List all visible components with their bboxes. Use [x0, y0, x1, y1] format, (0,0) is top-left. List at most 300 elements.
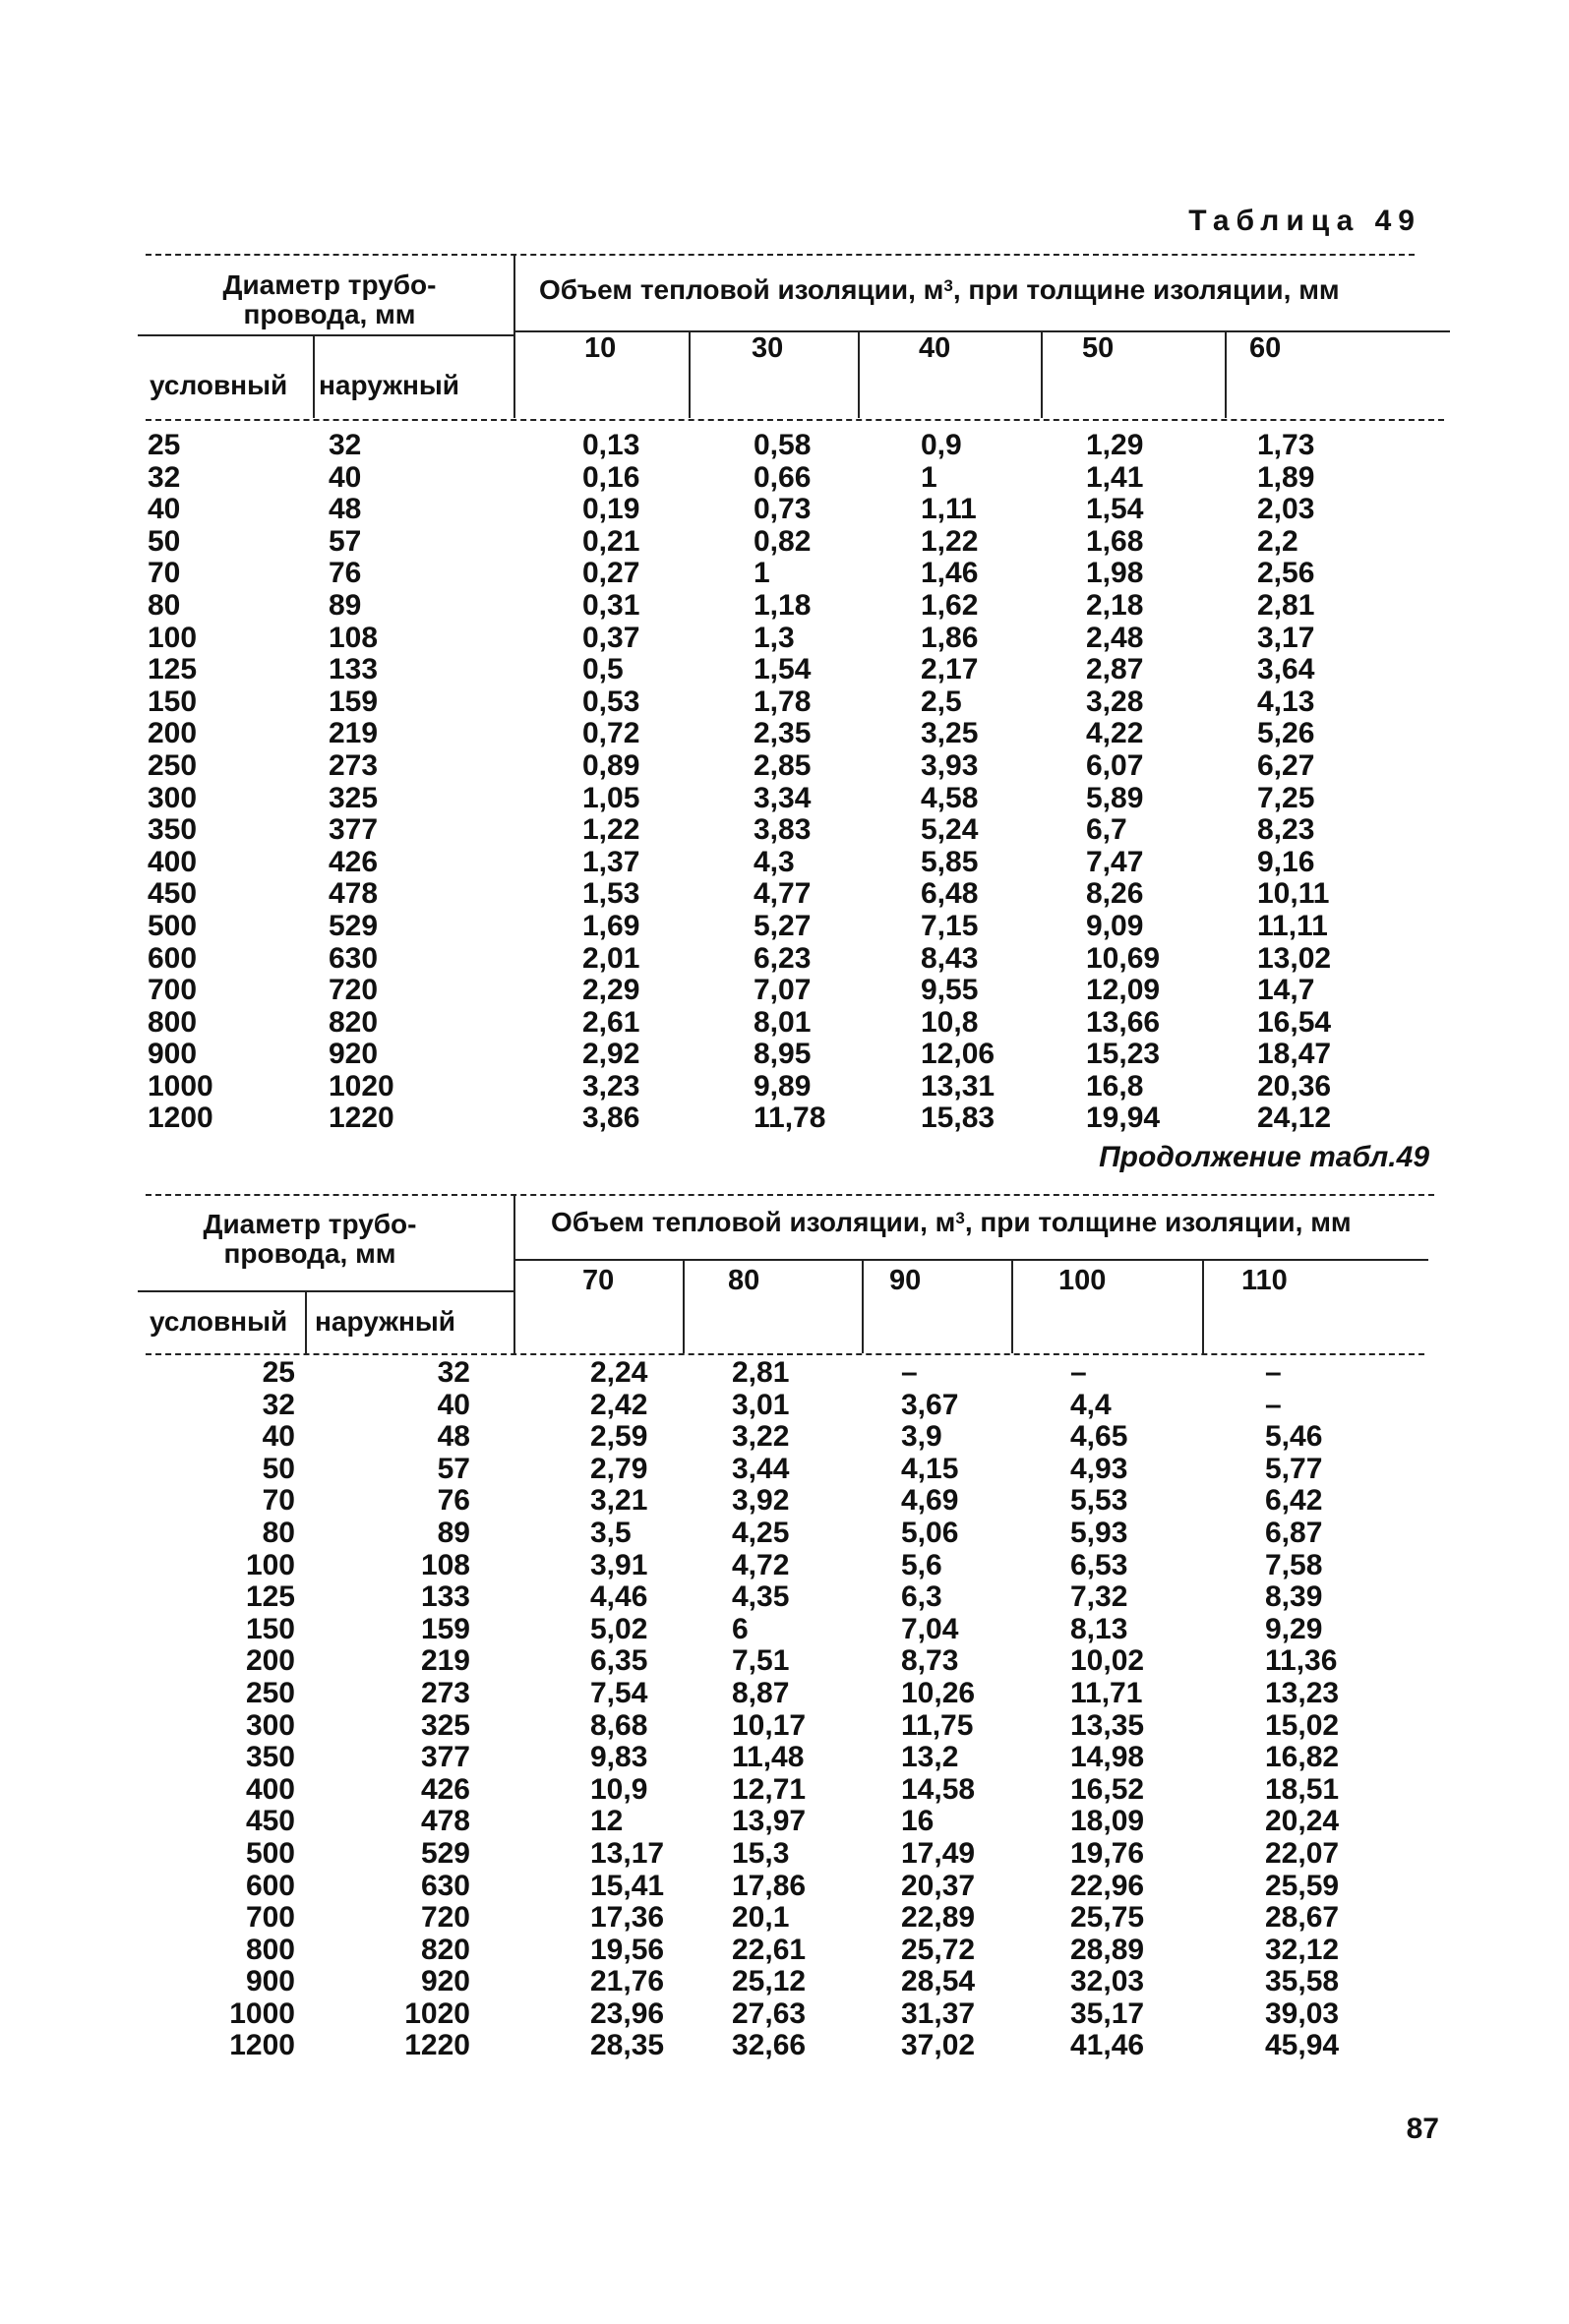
table-cell: 70 [262, 1484, 295, 1518]
table-cell: 529 [329, 909, 379, 942]
table-cell: 2,81 [732, 1356, 790, 1389]
table-cell: 12,71 [732, 1772, 807, 1806]
table-cell: 24,12 [1257, 1102, 1332, 1135]
table-cell: 6,3 [901, 1580, 942, 1614]
table-cell: 4,13 [1257, 685, 1315, 718]
thickness-col-4: 100 [1058, 1265, 1107, 1296]
thickness-col-2: 30 [752, 332, 784, 364]
table-cell: 5,53 [1070, 1484, 1128, 1518]
table-cell: 529 [420, 1836, 470, 1870]
table-cell: 1,29 [1086, 429, 1144, 461]
table-cell: 18,51 [1265, 1772, 1340, 1806]
table-cell: 50 [262, 1452, 295, 1485]
table-cell: 1,05 [582, 781, 640, 814]
table-cell: – [1070, 1356, 1087, 1389]
table-cell: 100 [245, 1548, 295, 1581]
table-cell: 0,89 [582, 748, 640, 782]
table-cell: 2,17 [921, 653, 979, 686]
header-nominal: условный [150, 1306, 288, 1337]
table-cell: 150 [245, 1612, 295, 1645]
table-cell: 50 [148, 524, 181, 558]
table-cell: 11,11 [1257, 909, 1328, 942]
table-cell: 0,73 [754, 493, 812, 526]
table-cell: 25 [262, 1356, 295, 1389]
table-cell: 80 [148, 588, 181, 622]
table-cell: 48 [329, 493, 362, 526]
table-cell: 325 [420, 1708, 470, 1742]
header-outer: наружный [315, 1306, 456, 1337]
table-cell: 13,97 [732, 1805, 807, 1838]
table-cell: 19,94 [1086, 1102, 1161, 1135]
table-cell: 377 [420, 1741, 470, 1774]
table-cell: 14,7 [1257, 974, 1315, 1007]
table-cell: 700 [245, 1901, 295, 1935]
table-cell: 250 [245, 1676, 295, 1709]
table-cell: 1,54 [754, 653, 812, 686]
table-cell: 0,16 [582, 460, 640, 494]
table-cell: 0,21 [582, 524, 640, 558]
table-cell: 11,71 [1070, 1676, 1143, 1709]
table-cell: 37,02 [901, 2029, 976, 2062]
table-cell: 32,03 [1070, 1965, 1145, 1998]
table-cell: 2,92 [582, 1038, 640, 1071]
table-cell: 1,54 [1086, 493, 1144, 526]
table-cell: 150 [148, 685, 198, 718]
table-cell: 2,18 [1086, 588, 1144, 622]
table-cell: 4,22 [1086, 717, 1144, 750]
table-cell: 0,9 [921, 429, 962, 461]
table-cell: 159 [329, 685, 379, 718]
table-continuation-caption: Продолжение табл.49 [1099, 1141, 1429, 1173]
thickness-col-2: 80 [728, 1265, 760, 1296]
table-cell: 22,07 [1265, 1836, 1340, 1870]
table-cell: 25 [148, 429, 181, 461]
table-cell: 0,72 [582, 717, 640, 750]
table-cell: – [1265, 1356, 1282, 1389]
table-cell: 325 [329, 781, 379, 814]
table-cell: 400 [245, 1772, 295, 1806]
table-cell: 7,15 [921, 909, 979, 942]
table-cell: 4,93 [1070, 1452, 1128, 1485]
table-cell: 19,56 [590, 1933, 665, 1966]
table-cell: 20,1 [732, 1901, 790, 1935]
table-cell: 70 [148, 557, 181, 590]
table-cell: 16,8 [1086, 1069, 1144, 1102]
table-cell: 5,93 [1070, 1516, 1128, 1549]
table-cell: 450 [245, 1805, 295, 1838]
table-cell: 28,35 [590, 2029, 665, 2062]
table-cell: 1,98 [1086, 557, 1144, 590]
table-cell: 6,48 [921, 877, 979, 911]
table-cell: 7,25 [1257, 781, 1315, 814]
header-outer: наружный [319, 370, 460, 400]
table-cell: 3,23 [582, 1069, 640, 1102]
table-cell: 7,51 [732, 1644, 790, 1678]
table-cell: 14,98 [1070, 1741, 1145, 1774]
table-cell: 3,22 [732, 1420, 790, 1454]
table-cell: 900 [245, 1965, 295, 1998]
table-cell: 57 [437, 1452, 470, 1485]
table-cell: 2,48 [1086, 621, 1144, 654]
table-cell: 125 [148, 653, 198, 686]
table-cell: 5,46 [1265, 1420, 1323, 1454]
table-cell: 273 [329, 748, 379, 782]
table-cell: 3,25 [921, 717, 979, 750]
table-cell: 377 [329, 813, 379, 847]
table-cell: 9,29 [1265, 1612, 1323, 1645]
table-cell: 5,85 [921, 845, 979, 878]
thickness-col-5: 60 [1249, 332, 1282, 364]
table-cell: 1,18 [754, 588, 812, 622]
table-cell: 5,89 [1086, 781, 1144, 814]
thickness-col-5: 110 [1241, 1265, 1288, 1296]
table-cell: 8,39 [1265, 1580, 1323, 1614]
table-cell: 3,91 [590, 1548, 648, 1581]
table-cell: 13,35 [1070, 1708, 1145, 1742]
thickness-col-3: 90 [889, 1265, 922, 1296]
table-cell: 5,26 [1257, 717, 1315, 750]
table-cell: 1,62 [921, 588, 979, 622]
table-cell: 2,01 [582, 941, 640, 975]
table-cell: 0,53 [582, 685, 640, 718]
table-cell: 17,86 [732, 1869, 807, 1902]
table-cell: 0,13 [582, 429, 640, 461]
page-number: 87 [1406, 2113, 1439, 2145]
table-cell: 16 [901, 1805, 935, 1838]
table-cell: 0,31 [582, 588, 640, 622]
table-cell: 426 [420, 1772, 470, 1806]
table-cell: 3,86 [582, 1102, 640, 1135]
table-cell: 219 [420, 1644, 470, 1678]
table-cell: 25,12 [732, 1965, 807, 1998]
table-cell: 6,42 [1265, 1484, 1323, 1518]
table-cell: 3,67 [901, 1388, 959, 1421]
table-cell: 1,53 [582, 877, 640, 911]
table-cell: 15,02 [1265, 1708, 1340, 1742]
table-cell: 40 [148, 493, 181, 526]
table-cell: 700 [148, 974, 198, 1007]
table-caption: Таблица 49 [1188, 205, 1421, 237]
table-cell: 8,87 [732, 1676, 790, 1709]
table-cell: 600 [148, 941, 198, 975]
table-cell: 4,46 [590, 1580, 648, 1614]
table-cell: 35,17 [1070, 1996, 1145, 2030]
table-cell: 3,5 [590, 1516, 632, 1549]
table-cell: 300 [148, 781, 198, 814]
table-cell: 800 [245, 1933, 295, 1966]
table-cell: 48 [437, 1420, 470, 1454]
header-volume: Объем тепловой изоляции, $м^3$, при толщине изоляции, мм [539, 274, 1340, 305]
table-cell: 9,16 [1257, 845, 1315, 878]
table-cell: 1,89 [1257, 460, 1315, 494]
table-cell: 125 [245, 1580, 295, 1614]
table-cell: 5,6 [901, 1548, 942, 1581]
table-cell: 10,69 [1086, 941, 1161, 975]
table-cell: 133 [420, 1580, 470, 1614]
table-cell: 8,26 [1086, 877, 1144, 911]
table-cell: 11,48 [732, 1741, 805, 1774]
thickness-col-4: 50 [1082, 332, 1115, 364]
table-cell: 3,21 [590, 1484, 648, 1518]
table-cell: 426 [329, 845, 379, 878]
table-cell: 500 [245, 1836, 295, 1870]
table-cell: 820 [420, 1933, 470, 1966]
table-cell: 0,66 [754, 460, 812, 494]
table-cell: 4,65 [1070, 1420, 1128, 1454]
table-cell: 0,27 [582, 557, 640, 590]
table-cell: 920 [329, 1038, 379, 1071]
table-cell: 2,29 [582, 974, 640, 1007]
table-cell: 89 [329, 588, 362, 622]
table-cell: 11,78 [754, 1102, 826, 1135]
table-cell: 13,02 [1257, 941, 1332, 975]
table-cell: 6,07 [1086, 748, 1144, 782]
thickness-col-1: 70 [582, 1265, 615, 1296]
table-cell: 22,61 [732, 1933, 807, 1966]
table-cell: – [1265, 1388, 1282, 1421]
table-cell: 80 [262, 1516, 295, 1549]
table-cell: 600 [245, 1869, 295, 1902]
table-cell: 108 [329, 621, 379, 654]
table-cell: 13,31 [921, 1069, 996, 1102]
table-cell: 3,93 [921, 748, 979, 782]
table-cell: 25,75 [1070, 1901, 1145, 1935]
table-cell: 350 [245, 1741, 295, 1774]
table-cell: 9,89 [754, 1069, 812, 1102]
table-cell: 720 [329, 974, 379, 1007]
table-cell: 2,85 [754, 748, 812, 782]
table-cell: 10,11 [1257, 877, 1330, 911]
table-cell: 920 [420, 1965, 470, 1998]
table-cell: 200 [245, 1644, 295, 1678]
table-cell: 3,64 [1257, 653, 1315, 686]
table-cell: 9,09 [1086, 909, 1144, 942]
table-cell: 6 [732, 1612, 749, 1645]
table-cell: 2,24 [590, 1356, 648, 1389]
table-cell: 500 [148, 909, 198, 942]
table-cell: 720 [420, 1901, 470, 1935]
table-cell: 250 [148, 748, 198, 782]
table-cell: 15,3 [732, 1836, 790, 1870]
table-cell: 2,81 [1257, 588, 1315, 622]
table-cell: 1220 [404, 2029, 470, 2062]
table-cell: 39,03 [1265, 1996, 1340, 2030]
table-cell: 19,76 [1070, 1836, 1145, 1870]
table-cell: 219 [329, 717, 379, 750]
table-cell: 2,5 [921, 685, 962, 718]
table-cell: 273 [420, 1676, 470, 1709]
table-cell: 32 [262, 1388, 295, 1421]
table-cell: 40 [437, 1388, 470, 1421]
table-cell: 45,94 [1265, 2029, 1340, 2062]
table-cell: 28,67 [1265, 1901, 1340, 1935]
table-cell: 8,43 [921, 941, 979, 975]
table-cell: 2,03 [1257, 493, 1315, 526]
table-cell: 1,46 [921, 557, 979, 590]
table-cell: 5,02 [590, 1612, 648, 1645]
table-cell: 2,35 [754, 717, 812, 750]
table-cell: 8,23 [1257, 813, 1315, 847]
table-cell: 200 [148, 717, 198, 750]
table-cell: 108 [420, 1548, 470, 1581]
table-cell: 23,96 [590, 1996, 665, 2030]
table-cell: 11,36 [1265, 1644, 1338, 1678]
table-cell: 8,01 [754, 1005, 812, 1039]
table-cell: 41,46 [1070, 2029, 1145, 2062]
table-cell: 57 [329, 524, 362, 558]
table-cell: 1,22 [582, 813, 640, 847]
table-cell: 350 [148, 813, 198, 847]
table-cell: 15,83 [921, 1102, 996, 1135]
table-cell: 1220 [329, 1102, 394, 1135]
table-cell: 3,34 [754, 781, 812, 814]
table-cell: 22,89 [901, 1901, 976, 1935]
header-volume: Объем тепловой изоляции, $м^3$, при толщине изоляции, мм [551, 1207, 1352, 1237]
table-cell: 6,35 [590, 1644, 648, 1678]
table-cell: 2,79 [590, 1452, 648, 1485]
table-cell: 32 [329, 429, 362, 461]
table-cell: 32 [148, 460, 181, 494]
table-cell: 3,92 [732, 1484, 790, 1518]
table-cell: 4,25 [732, 1516, 790, 1549]
table-cell: 6,23 [754, 941, 812, 975]
table-cell: 100 [148, 621, 198, 654]
table-cell: 25,72 [901, 1933, 976, 1966]
table-cell: 16,52 [1070, 1772, 1145, 1806]
table-cell: 1,73 [1257, 429, 1315, 461]
table-cell: 1200 [229, 2029, 295, 2062]
table-cell: 13,66 [1086, 1005, 1161, 1039]
table-cell: 7,32 [1070, 1580, 1128, 1614]
table-cell: 5,24 [921, 813, 979, 847]
table-cell: 18,47 [1257, 1038, 1332, 1071]
table-cell: 1,86 [921, 621, 979, 654]
table-cell: 4,15 [901, 1452, 959, 1485]
table-cell: 35,58 [1265, 1965, 1340, 1998]
table-cell: 15,23 [1086, 1038, 1161, 1071]
table-cell: 5,27 [754, 909, 812, 942]
table-cell: 17,49 [901, 1836, 976, 1870]
table-cell: 1,37 [582, 845, 640, 878]
table-cell: 16,54 [1257, 1005, 1332, 1039]
table-cell: 7,47 [1086, 845, 1144, 878]
table-cell: 0,5 [582, 653, 624, 686]
table-cell: 10,9 [590, 1772, 648, 1806]
table-cell: 89 [437, 1516, 470, 1549]
table-cell: 3,9 [901, 1420, 942, 1454]
table-cell: 14,58 [901, 1772, 976, 1806]
header-diameter: Диаметр трубо- провода, мм [203, 1209, 417, 1269]
table-cell: 2,61 [582, 1005, 640, 1039]
table-cell: 12,09 [1086, 974, 1161, 1007]
table-cell: 1000 [229, 1996, 295, 2030]
table-cell: 159 [420, 1612, 470, 1645]
table-cell: 12,06 [921, 1038, 996, 1071]
table-cell: 3,44 [732, 1452, 790, 1485]
table-cell: 478 [329, 877, 379, 911]
table-cell: 4,77 [754, 877, 812, 911]
thickness-col-1: 10 [584, 332, 617, 364]
table-cell: 7,54 [590, 1676, 648, 1709]
table-cell: 7,07 [754, 974, 812, 1007]
table-cell: 450 [148, 877, 198, 911]
table-cell: 478 [420, 1805, 470, 1838]
table-cell: 820 [329, 1005, 379, 1039]
table-cell: 76 [437, 1484, 470, 1518]
table-cell: 10,8 [921, 1005, 979, 1039]
table-cell: 300 [245, 1708, 295, 1742]
table-cell: 31,37 [901, 1996, 976, 2030]
table-cell: 1,69 [582, 909, 640, 942]
table-cell: 5,06 [901, 1516, 959, 1549]
table-cell: 28,54 [901, 1965, 976, 1998]
table-cell: 27,63 [732, 1996, 807, 2030]
table-cell: 25,59 [1265, 1869, 1340, 1902]
table-cell: 6,53 [1070, 1548, 1128, 1581]
table-cell: 800 [148, 1005, 198, 1039]
table-cell: 1,68 [1086, 524, 1144, 558]
table-cell: 20,36 [1257, 1069, 1332, 1102]
table-cell: 1020 [329, 1069, 394, 1102]
table-cell: 4,58 [921, 781, 979, 814]
table-cell: 1200 [148, 1102, 213, 1135]
table-cell: 8,95 [754, 1038, 812, 1071]
table-cell: 12 [590, 1805, 624, 1838]
table-cell: 2,42 [590, 1388, 648, 1421]
table-cell: 9,55 [921, 974, 979, 1007]
table-cell: 32,12 [1265, 1933, 1340, 1966]
table-cell: 0,19 [582, 493, 640, 526]
table-cell: 7,58 [1265, 1548, 1323, 1581]
table-cell: 20,24 [1265, 1805, 1340, 1838]
table-cell: 10,02 [1070, 1644, 1145, 1678]
table-cell: 3,83 [754, 813, 812, 847]
table-cell: 400 [148, 845, 198, 878]
table-cell: 0,82 [754, 524, 812, 558]
table-cell: 3,28 [1086, 685, 1144, 718]
table-cell: 21,76 [590, 1965, 665, 1998]
table-cell: 7,04 [901, 1612, 959, 1645]
table-cell: 6,27 [1257, 748, 1315, 782]
table-cell: 4,72 [732, 1548, 790, 1581]
table-cell: 13,17 [590, 1836, 665, 1870]
table-cell: 4,69 [901, 1484, 959, 1518]
table-cell: 1,11 [921, 493, 977, 526]
table-cell: 76 [329, 557, 362, 590]
table-cell: 2,87 [1086, 653, 1144, 686]
table-cell: 4,3 [754, 845, 795, 878]
thickness-col-3: 40 [919, 332, 951, 364]
table-cell: 1,22 [921, 524, 979, 558]
table-cell: 1 [754, 557, 770, 590]
table-cell: 1,78 [754, 685, 812, 718]
table-cell: 22,96 [1070, 1869, 1145, 1902]
header-nominal: условный [150, 370, 288, 400]
table-cell: 16,82 [1265, 1741, 1340, 1774]
table-cell: 630 [329, 941, 379, 975]
table-cell: 1,3 [754, 621, 795, 654]
table-cell: 13,2 [901, 1741, 959, 1774]
table-cell: 1 [921, 460, 937, 494]
table-cell: 2,56 [1257, 557, 1315, 590]
table-cell: 20,37 [901, 1869, 976, 1902]
table-cell: 11,75 [901, 1708, 974, 1742]
table-cell: 17,36 [590, 1901, 665, 1935]
table-cell: 1,41 [1086, 460, 1144, 494]
table-cell: 1020 [404, 1996, 470, 2030]
table-cell: 32 [437, 1356, 470, 1389]
table-cell: 40 [262, 1420, 295, 1454]
